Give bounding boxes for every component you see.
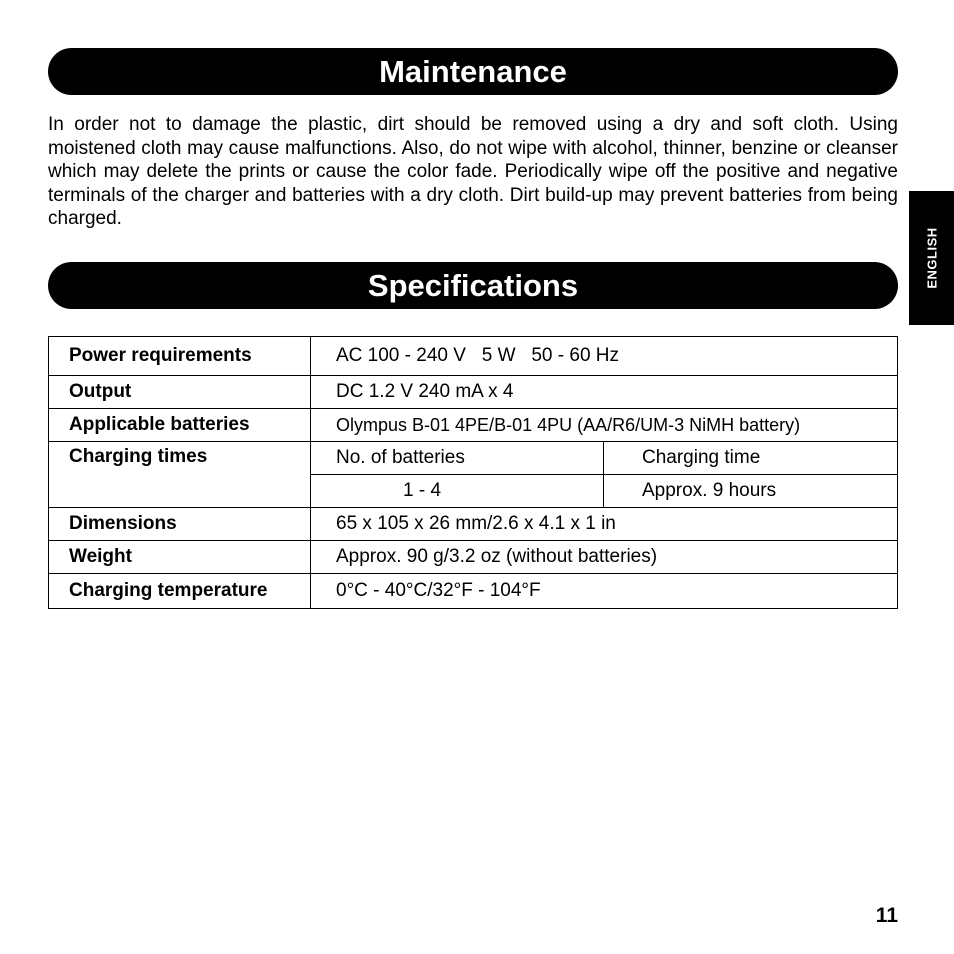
spec-value: 0°C - 40°C/32°F - 104°F [311, 574, 898, 609]
table-row [49, 508, 898, 541]
specifications-heading: Specifications [48, 262, 898, 309]
sub-table-cell: 1 - 4 [311, 475, 604, 508]
table-row [49, 574, 898, 609]
language-tab [909, 191, 954, 325]
spec-label: Charging times [49, 442, 311, 508]
spec-label: Applicable batteries [49, 409, 311, 442]
table-row [49, 376, 898, 409]
sub-table-header: Charging time [604, 442, 898, 475]
spec-label: Weight [49, 541, 311, 574]
spec-label: Dimensions [49, 508, 311, 541]
sub-table-cell: Approx. 9 hours [604, 475, 898, 508]
spec-value: DC 1.2 V 240 mA x 4 [311, 376, 898, 409]
spec-label: Power requirements [49, 337, 311, 376]
table-row [49, 541, 898, 574]
table-row [49, 337, 898, 376]
table-row [49, 409, 898, 442]
spec-value: AC 100 - 240 V 5 W 50 - 60 Hz [311, 337, 898, 376]
table-row [49, 442, 898, 475]
spec-value: Approx. 90 g/3.2 oz (without batteries) [311, 541, 898, 574]
spec-label: Output [49, 376, 311, 409]
maintenance-text: In order not to damage the plastic, dirt should be removed using a dry and soft cloth. Using moistened cloth may cause malfunctions. Also, do not wipe with alcohol, thinner, benzine or cleanser which may delete the prints or cause the color fade. Periodically wipe off the positive and negative terminals of the charger and batteries with a dry cloth. Dirt build-up may prevent batteries from being charged. [48, 114, 898, 229]
language-tab-label: ENGLISH [924, 227, 939, 289]
maintenance-heading: Maintenance [48, 48, 898, 95]
specifications-table [48, 336, 898, 609]
spec-value: Olympus B-01 4PE/B-01 4PU (AA/R6/UM-3 NiMH battery) [311, 409, 898, 442]
spec-label: Charging temperature [49, 574, 311, 609]
spec-value: 65 x 105 x 26 mm/2.6 x 4.1 x 1 in [311, 508, 898, 541]
sub-table-header: No. of batteries [311, 442, 604, 475]
page-number: 11 [875, 904, 898, 927]
